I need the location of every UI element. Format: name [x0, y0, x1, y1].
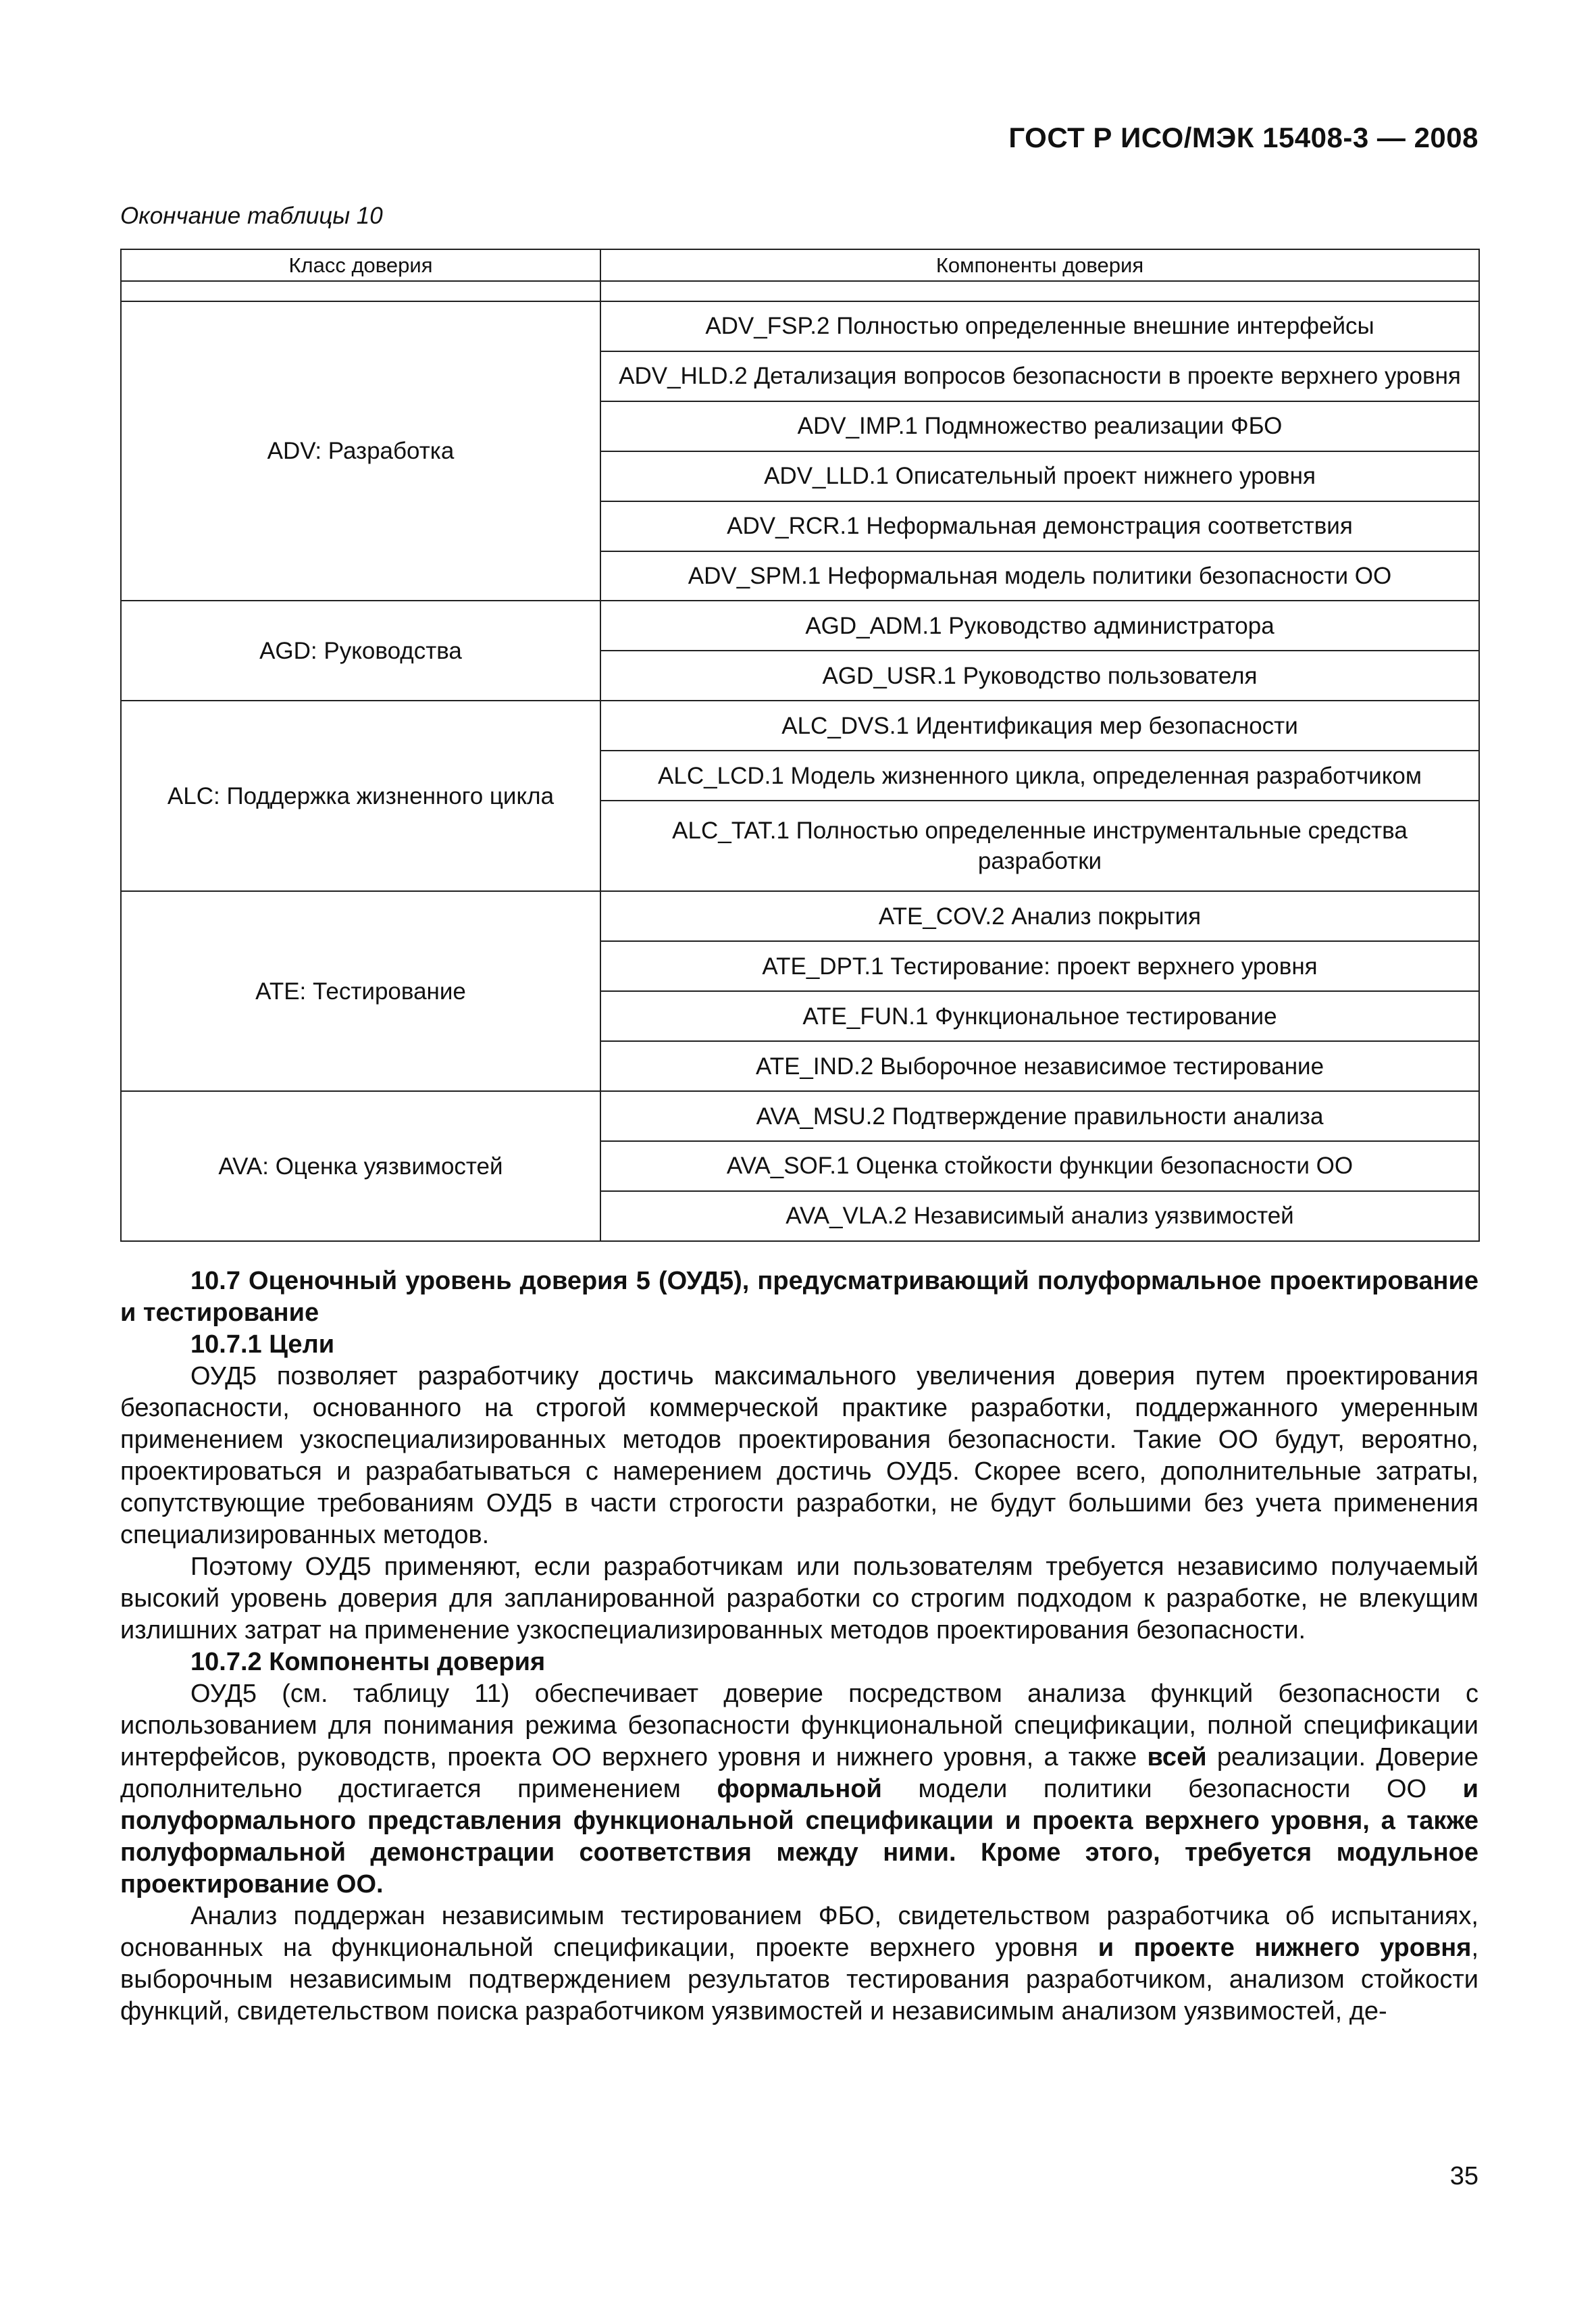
class-cell: ALC: Поддержка жизненного цикла [121, 701, 600, 891]
component-cell: ALC_LCD.1 Модель жизненного цикла, определенная разработчиком [600, 751, 1479, 801]
component-cell: ALC_DVS.1 Идентификация мер безопасности [600, 701, 1479, 751]
subsection-heading-components: 10.7.2 Компоненты доверия [190, 1648, 546, 1676]
column-header-components: Компоненты доверия [600, 249, 1479, 281]
component-cell: ALC_TAT.1 Полностью определенные инструментальные средства разработки [600, 801, 1479, 891]
assurance-table [120, 249, 1480, 1242]
paragraph: ОУД5 (см. таблицу 11) обеспечивает доверие посредством анализа функций безопасности с использованием для понимания режима безопасности функциональной спецификации, полной спецификации интерфейсов, руководств, проекта ОО верхнего уровня и нижнего уровня, а также всей реализации. Доверие дополнительно достигается применением формальной модели политики безопасности ОО и полуформального представления функциональной спецификации и проекта верхнего уровня, а также полуформальной демонстрации соответствия между ними. Кроме этого, требуется модульное проектирование ОО. [120, 1680, 1478, 1898]
paragraph: Поэтому ОУД5 применяют, если разработчикам или пользователям требуется независимо получаемый высокий уровень доверия для запланированной разработки со строгим подходом к разработке, не влекущим излишних затрат на применение узкоспециализированных методов проектирования безопасности. [120, 1553, 1478, 1644]
class-cell: ATE: Тестирование [121, 891, 600, 1091]
section-body [120, 1265, 1478, 2028]
class-cell: AVA: Оценка уязвимостей [121, 1091, 600, 1241]
subsection-heading-goals: 10.7.1 Цели [190, 1330, 335, 1359]
component-cell: ADV_SPM.1 Неформальная модель политики безопасности ОО [600, 551, 1479, 601]
table-row [121, 701, 1479, 751]
standard-header: ГОСТ Р ИСО/МЭК 15408-3 — 2008 [1008, 122, 1478, 153]
component-cell: ADV_FSP.2 Полностью определенные внешние интерфейсы [600, 301, 1479, 351]
component-cell: AVA_VLA.2 Независимый анализ уязвимостей [600, 1191, 1479, 1241]
component-cell: ATE_IND.2 Выборочное независимое тестирование [600, 1041, 1479, 1091]
table-row [121, 601, 1479, 651]
component-cell: ADV_HLD.2 Детализация вопросов безопасности в проекте верхнего уровня [600, 351, 1479, 401]
component-cell: ATE_DPT.1 Тестирование: проект верхнего уровня [600, 941, 1479, 991]
component-cell: ATE_COV.2 Анализ покрытия [600, 891, 1479, 941]
component-cell: ATE_FUN.1 Функциональное тестирование [600, 991, 1479, 1041]
component-cell: ADV_IMP.1 Подмножество реализации ФБО [600, 401, 1479, 451]
component-cell: ADV_RCR.1 Неформальная демонстрация соответствия [600, 501, 1479, 551]
class-cell: AGD: Руководства [121, 601, 600, 701]
component-cell: AVA_MSU.2 Подтверждение правильности анализа [600, 1091, 1479, 1141]
component-cell: AGD_USR.1 Руководство пользователя [600, 651, 1479, 701]
table-header-row [121, 249, 1479, 281]
paragraph: Анализ поддержан независимым тестированием ФБО, свидетельством разработчика об испытаниях, основанных на функциональной спецификации, проекте верхнего уровня и проекте нижнего уровня, выборочным независимым подтверждением результатов тестирования разработчиком, анализом стойкости функций, свидетельством поиска разработчиком уязвимостей и независимым анализом уязвимостей, де- [120, 1902, 1478, 2026]
component-cell: ADV_LLD.1 Описательный проект нижнего уровня [600, 451, 1479, 501]
table-row [121, 891, 1479, 941]
component-cell: AVA_SOF.1 Оценка стойкости функции безопасности ОО [600, 1141, 1479, 1191]
table-row [121, 301, 1479, 351]
page-number: 35 [1449, 2162, 1478, 2190]
component-cell: AGD_ADM.1 Руководство администратора [600, 601, 1479, 651]
table-spacer-row [121, 281, 1479, 301]
paragraph: ОУД5 позволяет разработчику достичь максимального увеличения доверия путем проектирования безопасности, основанного на строгой коммерческой практике разработки, поддержанного умеренным применением узкоспециализированных методов проектирования безопасности. Такие ОО будут, вероятно, проектироваться и разрабатываться с намерением достичь ОУД5. Скорее всего, дополнительные затраты, сопутствующие требованиям ОУД5 в части строгости разработки, не будут большими без учета применения специализированных методов. [120, 1362, 1478, 1549]
section-heading: 10.7 Оценочный уровень доверия 5 (ОУД5), предусматривающий полуформальное проектирование и тестирование [120, 1267, 1478, 1327]
column-header-class: Класс доверия [121, 249, 600, 281]
table-caption: Окончание таблицы 10 [120, 203, 383, 229]
class-cell: ADV: Разработка [121, 301, 600, 601]
table-row [121, 1091, 1479, 1141]
